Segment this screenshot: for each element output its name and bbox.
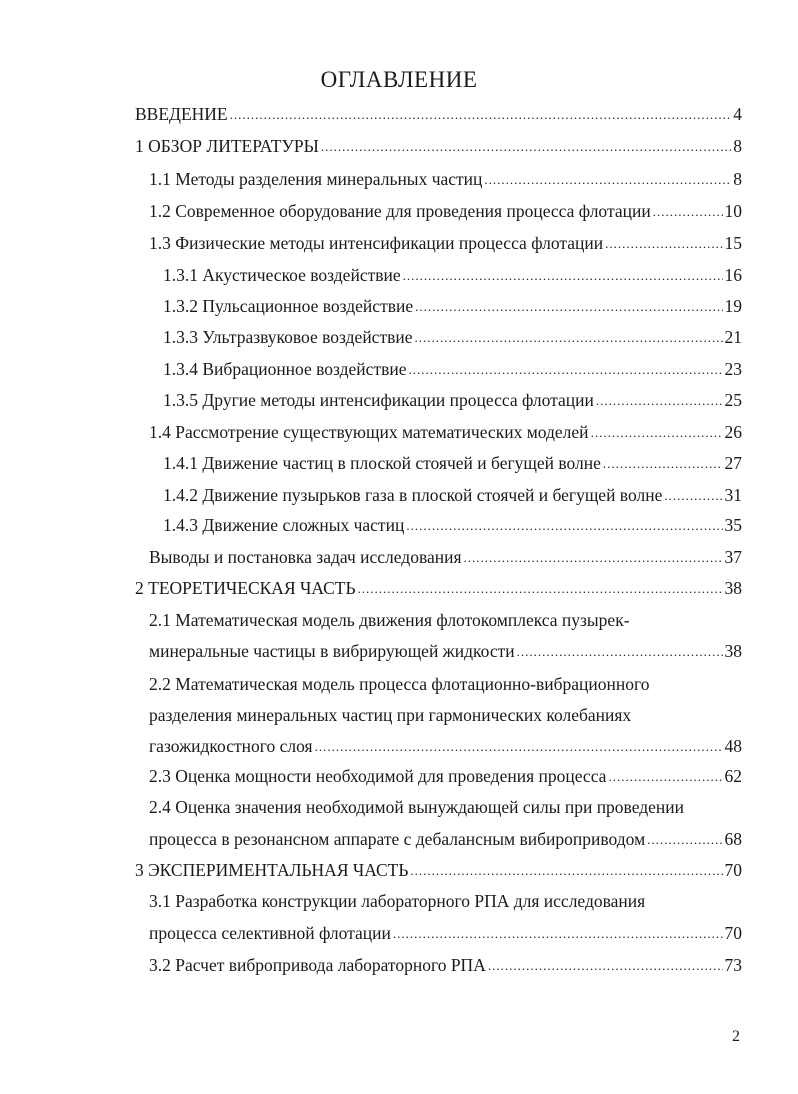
toc-entry-page: 19 bbox=[724, 296, 742, 316]
toc-entry-2-4-line1[interactable]: 2.4 Оценка значения необходимой вынуждающей силы при проведении bbox=[149, 797, 685, 817]
toc-entry-page: 23 bbox=[724, 359, 742, 379]
toc-entry-1-3-1[interactable] bbox=[163, 264, 742, 288]
toc-entry-1-3[interactable] bbox=[149, 232, 742, 256]
toc-entry-2-4[interactable] bbox=[149, 828, 742, 852]
toc-entry-page: 37 bbox=[724, 547, 742, 567]
toc-entry-page: 8 bbox=[733, 169, 742, 189]
toc-entry-page: 15 bbox=[724, 233, 742, 253]
page-title: ОГЛАВЛЕНИЕ bbox=[320, 67, 478, 92]
toc-entry-1-2[interactable] bbox=[149, 200, 742, 224]
dot-leader bbox=[605, 231, 722, 255]
dot-leader bbox=[393, 921, 723, 945]
toc-entry-label: 1 ОБЗОР ЛИТЕРАТУРЫ bbox=[135, 136, 319, 156]
toc-entry-1-4-3[interactable] bbox=[163, 514, 742, 538]
toc-entry-2-3[interactable] bbox=[149, 765, 742, 789]
dot-leader bbox=[415, 325, 723, 349]
toc-entry-2-2[interactable] bbox=[149, 735, 742, 759]
toc-entry-1-3-4[interactable] bbox=[163, 358, 742, 382]
toc-entry-label: 2 ТЕОРЕТИЧЕСКАЯ ЧАСТЬ bbox=[135, 578, 356, 598]
toc-entry-2-1[interactable] bbox=[149, 640, 742, 664]
toc-entry-label: 1.4.2 Движение пузырьков газа в плоской стоячей и бегущей волне bbox=[163, 485, 663, 505]
dot-leader bbox=[517, 639, 723, 663]
toc-entry-2-1-line1[interactable]: 2.1 Математическая модель движения флотокомплекса пузырек- bbox=[149, 610, 630, 630]
toc-entry-label: 3 ЭКСПЕРИМЕНТАЛЬНАЯ ЧАСТЬ bbox=[135, 860, 409, 880]
toc-entry-label: процесса селективной флотации bbox=[149, 923, 391, 943]
toc-entry-1-4[interactable] bbox=[149, 421, 742, 445]
dot-leader bbox=[653, 199, 723, 223]
toc-entry-chapter-2[interactable] bbox=[135, 577, 742, 601]
toc-entry-label: 1.2 Современное оборудование для проведения процесса флотации bbox=[149, 201, 651, 221]
toc-entry-1-3-5[interactable] bbox=[163, 389, 742, 413]
toc-entry-1-1[interactable] bbox=[149, 168, 742, 192]
dot-leader bbox=[409, 357, 723, 381]
toc-entry-label: 3.2 Расчет вибропривода лабораторного РПА bbox=[149, 955, 486, 975]
dot-leader bbox=[484, 167, 731, 191]
toc-entry-page: 27 bbox=[724, 453, 742, 473]
toc-entry-chapter-3[interactable] bbox=[135, 859, 742, 883]
toc-entry-3-1-line1[interactable]: 3.1 Разработка конструкции лабораторного РПА для исследования bbox=[149, 891, 646, 911]
toc-entry-3-2[interactable] bbox=[149, 954, 742, 978]
dot-leader bbox=[321, 134, 731, 158]
toc-entry-conclusions-1[interactable] bbox=[149, 546, 742, 570]
toc-entry-page: 25 bbox=[724, 390, 742, 410]
toc-entry-label: 1.4 Рассмотрение существующих математических моделей bbox=[149, 422, 589, 442]
toc-entry-page: 62 bbox=[724, 766, 742, 786]
dot-leader bbox=[647, 827, 722, 851]
toc-entry-1-3-2[interactable] bbox=[163, 295, 742, 319]
dot-leader bbox=[406, 513, 722, 537]
dot-leader bbox=[410, 858, 722, 882]
toc-entry-label: ВВЕДЕНИЕ bbox=[135, 104, 228, 124]
toc-entry-page: 16 bbox=[724, 265, 742, 285]
toc-entry-1-3-3[interactable] bbox=[163, 326, 742, 350]
toc-entry-label: 2.3 Оценка мощности необходимой для проведения процесса bbox=[149, 766, 607, 786]
dot-leader bbox=[608, 764, 722, 788]
toc-entry-label: 1.4.3 Движение сложных частиц bbox=[163, 515, 405, 535]
dot-leader bbox=[403, 263, 723, 287]
toc-entry-label: процесса в резонансном аппарате с дебалансным вибироприводом bbox=[149, 829, 646, 849]
toc-entry-intro[interactable] bbox=[135, 103, 742, 127]
toc-entry-label: 1.3.4 Вибрационное воздействие bbox=[163, 359, 407, 379]
toc-entry-page: 38 bbox=[724, 578, 742, 598]
toc-entry-page: 26 bbox=[724, 422, 742, 442]
toc-entry-label: 1.1 Методы разделения минеральных частиц bbox=[149, 169, 483, 189]
dot-leader bbox=[230, 102, 732, 126]
dot-leader bbox=[358, 576, 723, 600]
dot-leader bbox=[664, 483, 722, 507]
toc-entry-label: 1.4.1 Движение частиц в плоской стоячей и бегущей волне bbox=[163, 453, 601, 473]
toc-entry-1-4-1[interactable] bbox=[163, 452, 742, 476]
dot-leader bbox=[603, 451, 723, 475]
dot-leader bbox=[591, 420, 723, 444]
toc-entry-page: 48 bbox=[724, 736, 742, 756]
dot-leader bbox=[415, 294, 722, 318]
toc-entry-page: 4 bbox=[733, 104, 742, 124]
toc-entry-label: газожидкостного слоя bbox=[149, 736, 313, 756]
toc-entry-label: минеральные частицы в вибрирующей жидкости bbox=[149, 641, 515, 661]
dot-leader bbox=[596, 388, 723, 412]
toc-entry-2-2-line1[interactable]: 2.2 Математическая модель процесса флотационно-вибрационного bbox=[149, 674, 650, 694]
dot-leader bbox=[488, 953, 723, 977]
toc-entry-chapter-1[interactable] bbox=[135, 135, 742, 159]
toc-entry-page: 8 bbox=[733, 136, 742, 156]
toc-entry-page: 68 bbox=[724, 829, 742, 849]
toc-entry-page: 73 bbox=[724, 955, 742, 975]
toc-entry-label: 1.3.2 Пульсационное воздействие bbox=[163, 296, 414, 316]
toc-entry-label: 1.3.5 Другие методы интенсификации процесса флотации bbox=[163, 390, 594, 410]
toc-entry-page: 10 bbox=[724, 201, 742, 221]
toc-entry-label: 1.3.3 Ультразвуковое воздействие bbox=[163, 327, 413, 347]
toc-entry-page: 35 bbox=[724, 515, 742, 535]
dot-leader bbox=[464, 545, 723, 569]
toc-entry-page: 21 bbox=[724, 327, 742, 347]
toc-entry-label: Выводы и постановка задач исследования bbox=[149, 547, 462, 567]
toc-entry-page: 31 bbox=[724, 485, 742, 505]
toc-entry-page: 70 bbox=[724, 860, 742, 880]
toc-entry-label: 1.3.1 Акустическое воздействие bbox=[163, 265, 401, 285]
dot-leader bbox=[315, 734, 723, 758]
page-number: 2 bbox=[732, 1028, 740, 1045]
toc-entry-page: 38 bbox=[724, 641, 742, 661]
toc-entry-3-1[interactable] bbox=[149, 922, 742, 946]
toc-entry-1-4-2[interactable] bbox=[163, 484, 742, 508]
toc-entry-2-2-line2[interactable]: разделения минеральных частиц при гармонических колебаниях bbox=[149, 705, 632, 725]
toc-entry-label: 1.3 Физические методы интенсификации процесса флотации bbox=[149, 233, 604, 253]
toc-entry-page: 70 bbox=[724, 923, 742, 943]
